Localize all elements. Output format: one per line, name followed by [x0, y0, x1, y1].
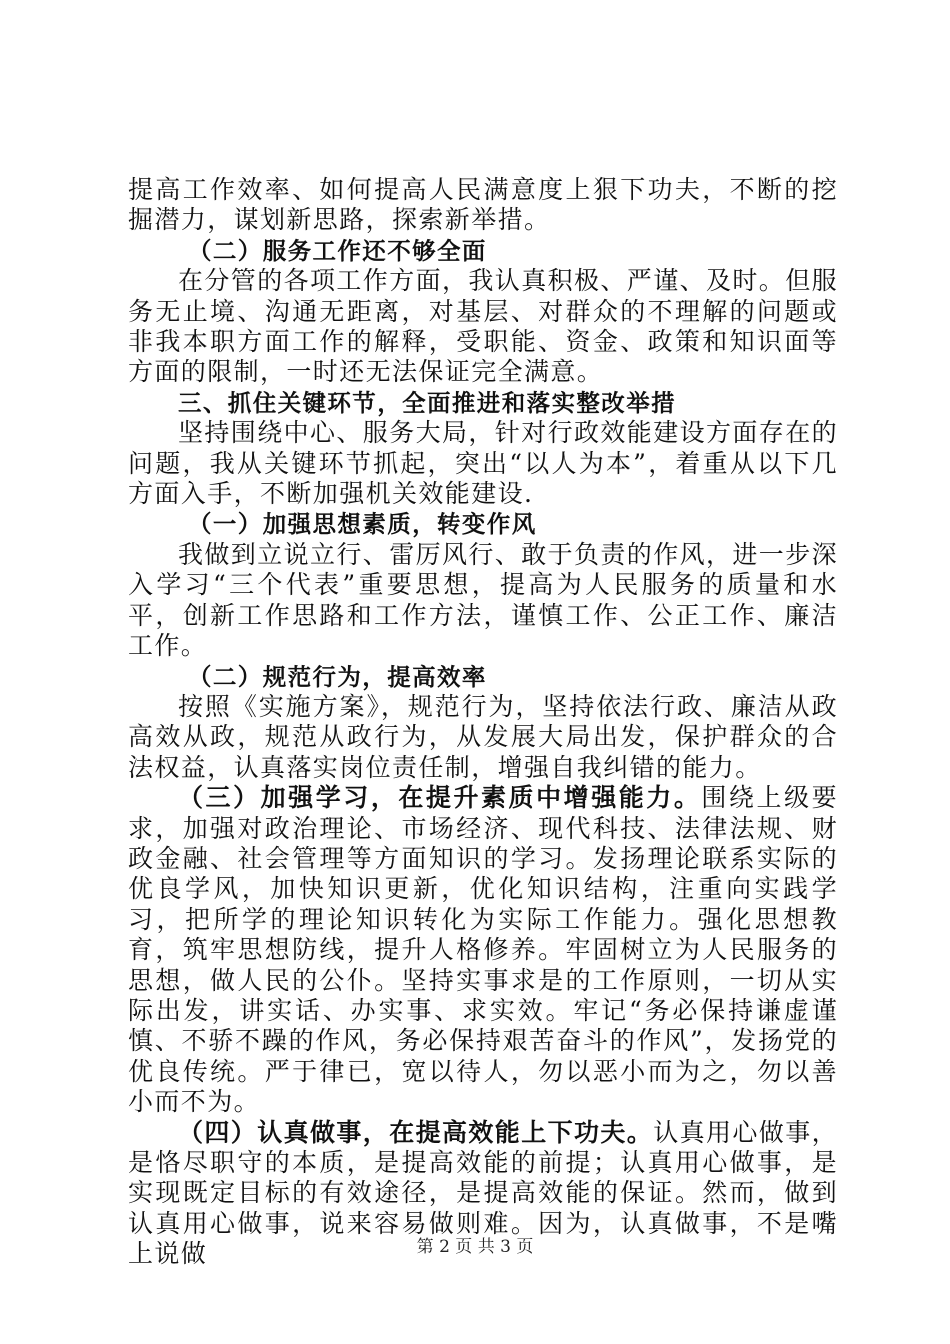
paragraph: 按照《实施方案》，规范行为，坚持依法行政、廉洁从政高效从政，规范从政行为，从发展大局出发，保护群众的合法权益，认真落实岗位责任制，增强自我纠错的能力。	[128, 691, 838, 782]
paragraph-study	[128, 783, 838, 1117]
document-body	[128, 175, 838, 1270]
paragraph-text: 认真用心做事，是恪尽职守的本质，是提高效能的前提；认真用心做事，是实现既定目标的有效途径，是提高效能的保证。然而，做到认真用心做事，说来容易做则难。因为，认真做事，不是嘴上说做	[128, 1117, 839, 1269]
inline-heading: （四）认真做事，在提高效能上下功夫。	[178, 1117, 654, 1147]
paragraph: 我做到立说立行、雷厉风行、敢于负责的作风，进一步深入学习“三个代表”重要思想，提高为人民服务的质量和水平，创新工作思路和工作方法，谨慎工作、公正工作、廉洁工作。	[128, 539, 839, 661]
subheading-service: （二）服务工作还不够全面	[188, 236, 487, 265]
subheading-thought: （一）加强思想素质，转变作风	[188, 510, 537, 539]
inline-heading: （三）加强学习，在提升素质中增强能力。	[178, 783, 702, 813]
paragraph: 提高工作效率、如何提高人民满意度上狠下功夫，不断的挖掘潜力，谋划新思路，探索新举措。	[128, 175, 838, 235]
paragraph: 坚持围绕中心、服务大局，针对行政效能建设方面存在的问题，我从关键环节抓起，突出“以人为本”，着重从以下几方面入手，不断加强机关效能建设.	[128, 418, 839, 509]
section-heading: 三、抓住关键环节，全面推进和落实整改举措	[178, 388, 676, 417]
subheading-standard: （二）规范行为，提高效率	[188, 662, 487, 691]
paragraph-text: 围绕上级要求，加强对政治理论、市场经济、现代科技、法律法规、财政金融、社会管理等方面知识的学习。发扬理论联系实际的优良学风，加快知识更新，优化知识结构，注重向实践学习，把所学的理论知识转化为实际工作能力。强化思想教育，筑牢思想防线，提升人格修养。牢固树立为人民服务的思想，做人民的公仆。坚持实事求是的工作原则，一切从实际出发，讲实话、办实事、求实效。牢记“务必保持谦虚谨慎、不骄不躁的作风，务必保持艰苦奋斗的作风”，发扬党的优良传统。严于律已，宽以待人，勿以恶小而为之，勿以善小而不为。	[128, 783, 838, 1117]
page-footer: 第 2 页 共 3 页	[416, 1237, 534, 1257]
paragraph: 在分管的各项工作方面，我认真积极、严谨、及时。但服务无止境、沟通无距离，对基层、对群众的不理解的问题或非我本职方面工作的解释，受职能、资金、政策和知识面等方面的限制，一时还无法保证完全满意。	[128, 266, 839, 387]
